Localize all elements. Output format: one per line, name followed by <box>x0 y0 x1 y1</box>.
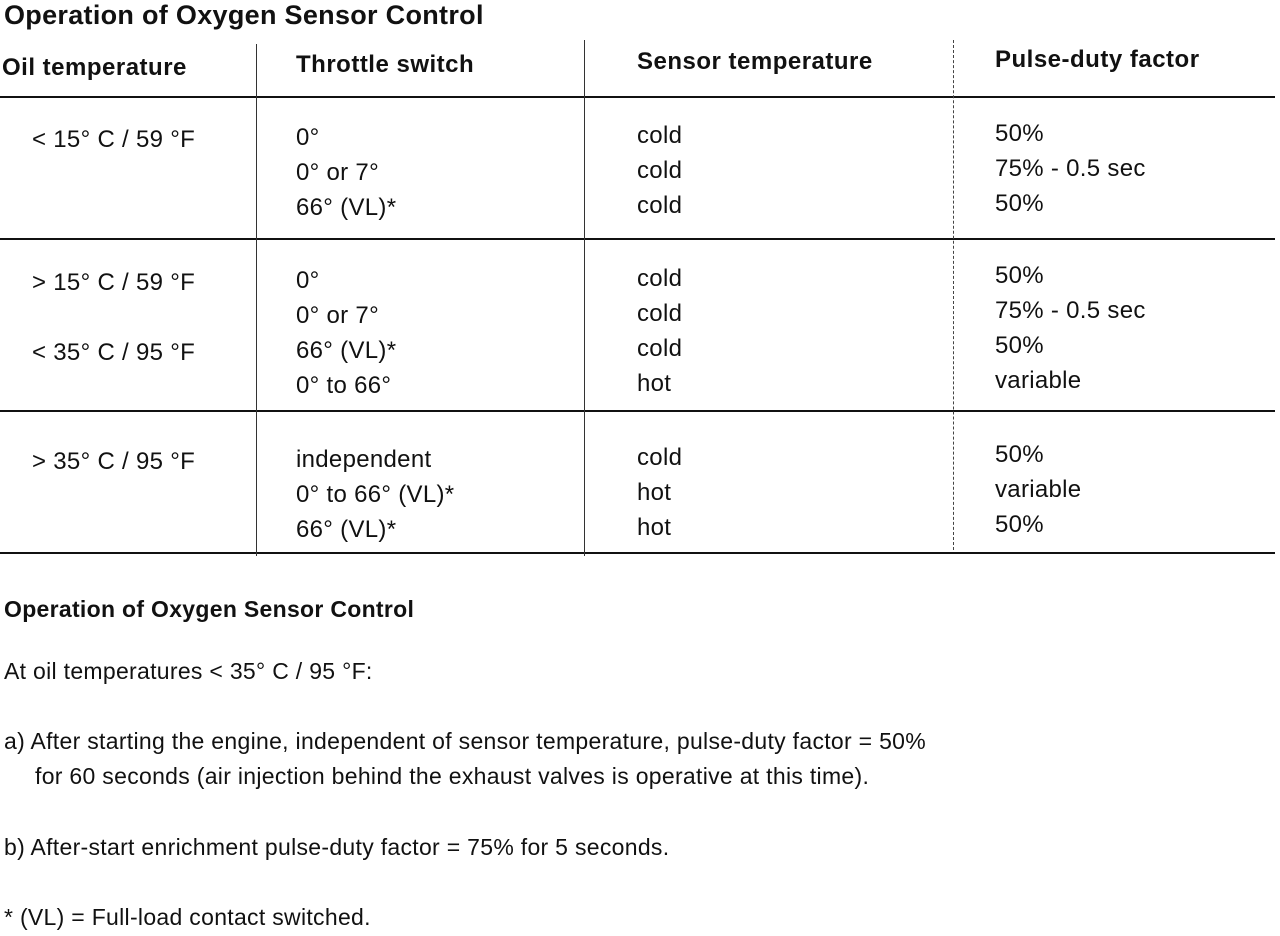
item-a-line-2: for 60 seconds (air injection behind the exhaust valves is operative at this time). <box>35 763 870 789</box>
header-throttle-switch: Throttle switch <box>296 51 475 78</box>
pulse-line: 50% <box>995 441 1044 468</box>
pulse-line: 50% <box>995 190 1044 217</box>
throttle-line: 66° (VL)* <box>296 194 397 221</box>
pulse-cell-group-3 <box>995 437 1081 542</box>
header-pulse-duty-factor: Pulse-duty factor <box>995 46 1200 73</box>
oil-temp-line: > 35° C / 95 °F <box>32 448 196 475</box>
throttle-line: independent <box>296 446 432 473</box>
throttle-cell-group-3 <box>296 442 454 547</box>
page-title: Operation of Oxygen Sensor Control <box>4 0 484 30</box>
oil-temp-line <box>32 300 195 335</box>
oil-temp-line: < 35° C / 95 °F <box>32 339 196 366</box>
table-rule-header <box>0 96 1275 98</box>
throttle-line: 66° (VL)* <box>296 337 397 364</box>
sensor-line: cold <box>637 192 683 219</box>
section-heading: Operation of Oxygen Sensor Control <box>4 596 415 622</box>
oil-temp-cell-group-1 <box>32 122 195 157</box>
pulse-line: 50% <box>995 120 1044 147</box>
throttle-line: 0° or 7° <box>296 302 379 329</box>
throttle-line: 0° or 7° <box>296 159 379 186</box>
sensor-line: cold <box>637 265 683 292</box>
pulse-line: 50% <box>995 262 1044 289</box>
oil-temp-cell-group-2 <box>32 265 195 370</box>
sensor-cell-group-1 <box>637 118 682 223</box>
sensor-line: cold <box>637 300 683 327</box>
throttle-line: 0° to 66° <box>296 372 392 399</box>
item-b: b) After-start enrichment pulse-duty factor = 75% for 5 seconds. <box>4 834 670 860</box>
table-rule-group-1 <box>0 238 1275 240</box>
item-a-line-1: a) After starting the engine, independent of sensor temperature, pulse-duty factor = 50% <box>4 728 927 754</box>
sensor-line: cold <box>637 444 683 471</box>
item-a <box>4 724 926 794</box>
sensor-cell-group-2 <box>637 261 682 401</box>
pulse-line: variable <box>995 476 1082 503</box>
table-rule-group-2 <box>0 410 1275 412</box>
sensor-cell-group-3 <box>637 440 682 545</box>
sensor-line: hot <box>637 370 672 397</box>
sensor-line: cold <box>637 335 683 362</box>
pulse-line: variable <box>995 367 1082 394</box>
sensor-line: hot <box>637 514 672 541</box>
footnote: * (VL) = Full-load contact switched. <box>4 904 371 930</box>
throttle-line: 0° to 66° (VL)* <box>296 481 455 508</box>
throttle-line: 66° (VL)* <box>296 516 397 543</box>
header-sensor-temperature: Sensor temperature <box>637 48 873 75</box>
sensor-line: cold <box>637 157 683 184</box>
column-divider-1 <box>256 44 257 556</box>
intro-text: At oil temperatures < 35° C / 95 °F: <box>4 658 373 684</box>
column-divider-2 <box>584 40 585 556</box>
throttle-cell-group-1 <box>296 120 396 225</box>
pulse-line: 75% - 0.5 sec <box>995 297 1146 324</box>
sensor-line: cold <box>637 122 683 149</box>
header-oil-temperature: Oil temperature <box>2 54 187 81</box>
sensor-line: hot <box>637 479 672 506</box>
pulse-cell-group-1 <box>995 116 1146 221</box>
pulse-line: 50% <box>995 511 1044 538</box>
pulse-line: 75% - 0.5 sec <box>995 155 1146 182</box>
oil-temp-line: > 15° C / 59 °F <box>32 269 196 296</box>
column-divider-3 <box>953 40 954 550</box>
pulse-cell-group-2 <box>995 258 1146 398</box>
throttle-cell-group-2 <box>296 263 396 403</box>
oil-temp-cell-group-3 <box>32 444 195 479</box>
oil-temp-line: < 15° C / 59 °F <box>32 126 196 153</box>
throttle-line: 0° <box>296 267 320 294</box>
throttle-line: 0° <box>296 124 320 151</box>
pulse-line: 50% <box>995 332 1044 359</box>
table-rule-bottom <box>0 552 1275 554</box>
